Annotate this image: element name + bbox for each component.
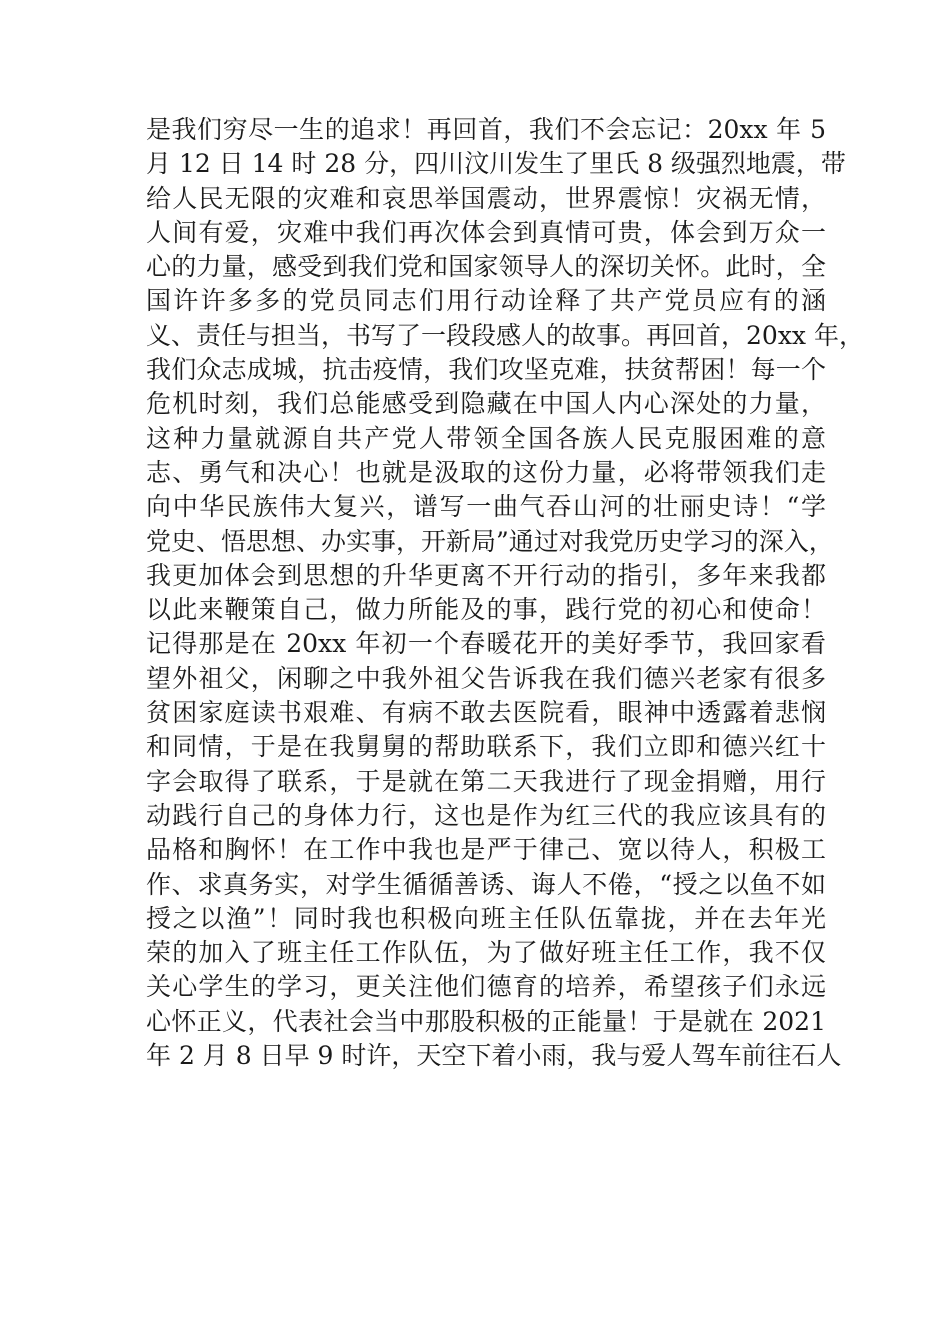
text-line: 月 12 日 14 时 28 分，四川汶川发生了里氏 8 级强烈地震，带 — [146, 149, 846, 179]
text-line: 关心学生的学习，更关注他们德育的培养，希望孩子们永远 — [146, 972, 826, 1002]
text-line: 品格和胸怀！在工作中我也是严于律己、宽以待人，积极工 — [146, 835, 826, 865]
text-line: 授之以渔”！同时我也积极向班主任队伍靠拢，并在去年光 — [146, 903, 826, 933]
text-line: 望外祖父，闲聊之中我外祖父告诉我在我们德兴老家有很多 — [146, 663, 826, 693]
text-line: 字会取得了联系，于是就在第二天我进行了现金捐赠，用行 — [146, 766, 826, 796]
text-line: 心的力量，感受到我们党和国家领导人的深切关怀。此时，全 — [146, 252, 826, 282]
text-line: 心怀正义，代表社会当中那股积极的正能量！于是就在 2021 — [146, 1006, 826, 1036]
text-line: 向中华民族伟大复兴，谱写一曲气吞山河的壮丽史诗！“学 — [146, 492, 826, 522]
text-line: 动践行自己的身体力行，这也是作为红三代的我应该具有的 — [146, 800, 826, 830]
body-text — [146, 113, 864, 1073]
text-line: 这种力量就源自共产党人带领全国各族人民克服困难的意 — [146, 423, 826, 453]
text-line: 是我们穷尽一生的追求！再回首，我们不会忘记：20xx 年 5 — [146, 115, 826, 144]
text-line: 危机时刻，我们总能感受到隐藏在中国人内心深处的力量， — [146, 389, 826, 419]
text-line: 人间有爱，灾难中我们再次体会到真情可贵，体会到万众一 — [146, 217, 826, 247]
text-line: 我更加体会到思想的升华更离不开行动的指引，多年来我都 — [146, 560, 826, 590]
text-line: 记得那是在 20xx 年初一个春暖花开的美好季节，我回家看 — [146, 629, 826, 659]
text-line: 年 2 月 8 日早 9 时许，天空下着小雨，我与爱人驾车前往石人 — [146, 1041, 842, 1071]
text-line: 贫困家庭读书艰难、有病不敢去医院看，眼神中透露着悲悯 — [146, 698, 826, 728]
text-line: 给人民无限的灾难和哀思举国震动，世界震惊！灾祸无情， — [146, 183, 826, 213]
text-line: 作、求真务实，对学生循循善诱、诲人不倦，“授之以鱼不如 — [146, 869, 826, 899]
text-line: 国许许多多的党员同志们用行动诠释了共产党员应有的涵 — [146, 286, 826, 316]
text-line: 和同情，于是在我舅舅的帮助联系下，我们立即和德兴红十 — [146, 732, 826, 762]
text-line: 以此来鞭策自己，做力所能及的事，践行党的初心和使命！ — [146, 595, 826, 625]
text-line: 义、责任与担当，书写了一段段感人的故事。再回首，20xx 年， — [146, 320, 864, 350]
text-line: 志、勇气和决心！也就是汲取的这份力量，必将带领我们走 — [146, 457, 826, 487]
text-line: 荣的加入了班主任工作队伍，为了做好班主任工作，我不仅 — [146, 938, 826, 968]
text-line: 党史、悟思想、办实事，开新局”通过对我党历史学习的深入， — [146, 526, 834, 556]
text-line: 我们众志成城，抗击疫情，我们攻坚克难，扶贫帮困！每一个 — [146, 355, 826, 385]
